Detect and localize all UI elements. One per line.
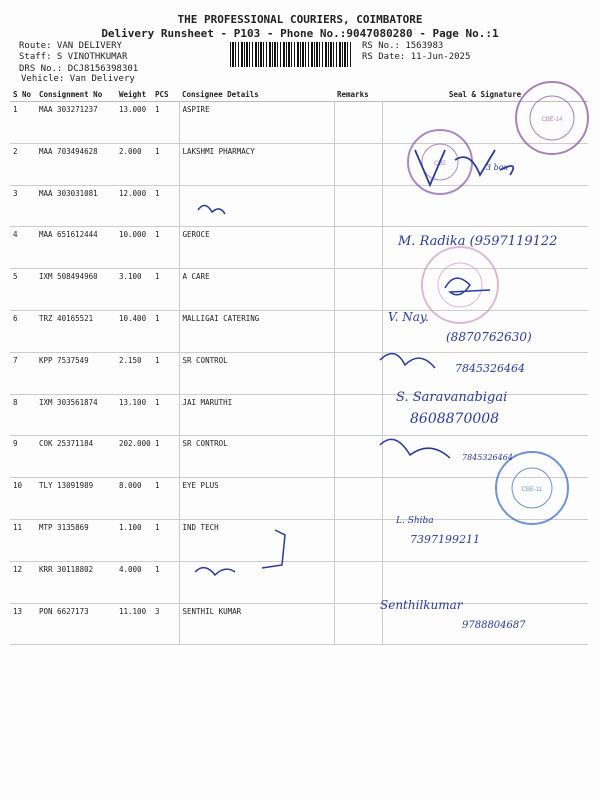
cell-cno: TRZ 40165521 bbox=[36, 310, 116, 352]
svg-text:CBE: CBE bbox=[433, 161, 447, 167]
cell-sno: 1 bbox=[10, 102, 36, 144]
cell-weight: 1.100 bbox=[116, 519, 152, 561]
cell-consignee: JAI MARUTHI bbox=[179, 394, 334, 436]
column-header: Consignment No bbox=[36, 87, 116, 102]
cell-cno: KPP 7537549 bbox=[36, 352, 116, 394]
cell-consignee: MALLIGAI CATERING bbox=[179, 310, 334, 352]
cell-weight: 12.000 bbox=[116, 185, 152, 227]
cell-pcs: 1 bbox=[152, 310, 179, 352]
handwritten-phone: 8608870008 bbox=[410, 411, 500, 427]
cell-cno: TLY 13091989 bbox=[36, 478, 116, 520]
cell-weight: 10.400 bbox=[116, 310, 152, 352]
cell-weight: 13.000 bbox=[116, 102, 152, 144]
rs-date: RS Date: 11-Jun-2025 bbox=[362, 52, 471, 62]
cell-consignee: SR CONTROL bbox=[179, 436, 334, 478]
cell-weight: 11.100 bbox=[116, 603, 152, 645]
cell-weight: 202.000 bbox=[116, 436, 152, 478]
cell-weight: 4.000 bbox=[116, 561, 152, 603]
cell-pcs: 3 bbox=[152, 603, 179, 645]
svg-text:CBE-14: CBE-14 bbox=[541, 117, 563, 123]
handwritten-name: L. Shiba bbox=[396, 516, 434, 526]
cell-sno: 6 bbox=[10, 310, 36, 352]
handwritten-phone: 7845326464 bbox=[462, 453, 513, 462]
handwritten-phone: (8870762630) bbox=[446, 330, 532, 344]
svg-text:CBE-11: CBE-11 bbox=[521, 487, 543, 493]
cell-sno: 5 bbox=[10, 269, 36, 311]
cell-weight: 13.100 bbox=[116, 394, 152, 436]
cell-weight: 3.100 bbox=[116, 269, 152, 311]
signature-icon bbox=[380, 354, 435, 368]
cell-consignee: LAKSHMI PHARMACY bbox=[179, 143, 334, 185]
signature-icon bbox=[445, 278, 490, 295]
cell-cno: COK 25371184 bbox=[36, 436, 116, 478]
handwritten-name: V. Nay. bbox=[388, 310, 429, 324]
cell-cno: KRR 30118802 bbox=[36, 561, 116, 603]
handwritten-name: M. Radika (9597119122 bbox=[398, 234, 558, 249]
cell-sno: 12 bbox=[10, 561, 36, 603]
column-header: Remarks bbox=[334, 87, 382, 102]
rs-number: RS No.: 1563983 bbox=[362, 41, 444, 51]
cell-consignee: SENTHIL KUMAR bbox=[179, 603, 334, 645]
cell-pcs: 1 bbox=[152, 227, 179, 269]
cell-pcs: 1 bbox=[152, 561, 179, 603]
cell-weight: 2.150 bbox=[116, 352, 152, 394]
column-header: PCS bbox=[152, 87, 179, 102]
cell-pcs: 1 bbox=[152, 269, 179, 311]
route-label: Route: VAN DELIVERY bbox=[19, 41, 122, 51]
runsheet-subtitle: Delivery Runsheet - P103 - Phone No.:9047080280 - Page No.:1 bbox=[101, 27, 499, 40]
cell-sno: 2 bbox=[10, 143, 36, 185]
cell-sno: 4 bbox=[10, 227, 36, 269]
staff-label: Staff: S VINOTHKUMAR bbox=[19, 52, 128, 62]
eye-plus-seal-icon bbox=[496, 452, 568, 524]
cell-pcs: 1 bbox=[152, 436, 179, 478]
company-seal-icon bbox=[516, 82, 588, 154]
cell-cno: MAA 303031081 bbox=[36, 185, 116, 227]
cell-cno: PON 6627173 bbox=[36, 603, 116, 645]
cell-pcs: 1 bbox=[152, 352, 179, 394]
handwritten-name: S. Saravanabigai bbox=[396, 390, 508, 405]
cell-sno: 3 bbox=[10, 185, 36, 227]
cell-cno: IXM 303561874 bbox=[36, 394, 116, 436]
handwritten-note: 3 box bbox=[486, 163, 509, 172]
cell-pcs: 1 bbox=[152, 185, 179, 227]
handwritten-name: Senthilkumar bbox=[380, 598, 463, 612]
cell-cno: MAA 651612444 bbox=[36, 227, 116, 269]
cell-sno: 9 bbox=[10, 436, 36, 478]
cell-sno: 8 bbox=[10, 394, 36, 436]
column-header: Seal & Signature bbox=[382, 87, 588, 102]
column-header: Consignee Details bbox=[179, 87, 334, 102]
column-header: Weight bbox=[116, 87, 152, 102]
cell-weight: 2.000 bbox=[116, 143, 152, 185]
cell-cno: MAA 303271237 bbox=[36, 102, 116, 144]
cell-cno: MTP 3135869 bbox=[36, 519, 116, 561]
cell-consignee: SR CONTROL bbox=[179, 352, 334, 394]
cell-weight: 10.000 bbox=[116, 227, 152, 269]
handwritten-phone: 9788804687 bbox=[462, 620, 526, 631]
cell-pcs: 1 bbox=[152, 394, 179, 436]
vehicle-label: Vehicle: Van Delivery bbox=[21, 74, 135, 84]
cell-sno: 7 bbox=[10, 352, 36, 394]
cell-pcs: 1 bbox=[152, 102, 179, 144]
cell-pcs: 1 bbox=[152, 519, 179, 561]
drs-number: DRS No.: DCJ8156398301 bbox=[19, 64, 139, 74]
mark-icon bbox=[195, 530, 285, 575]
signature-icon bbox=[380, 439, 450, 458]
document-title: THE PROFESSIONAL COURIERS, COIMBATORE bbox=[177, 13, 423, 26]
cell-sno: 11 bbox=[10, 519, 36, 561]
handwritten-phone: 7397199211 bbox=[410, 533, 480, 546]
cell-pcs: 1 bbox=[152, 478, 179, 520]
column-header: S No bbox=[10, 87, 36, 102]
mark-icon bbox=[198, 205, 225, 214]
cell-consignee: A CARE bbox=[179, 269, 334, 311]
cell-consignee: ASPIRE bbox=[179, 102, 334, 144]
cell-sno: 10 bbox=[10, 478, 36, 520]
cell-weight: 8.000 bbox=[116, 478, 152, 520]
a-care-seal-icon bbox=[422, 247, 498, 323]
cell-consignee: EYE PLUS bbox=[179, 478, 334, 520]
cell-pcs: 1 bbox=[152, 143, 179, 185]
cell-sno: 13 bbox=[10, 603, 36, 645]
cell-cno: IXM 508494960 bbox=[36, 269, 116, 311]
cell-cno: MAA 703494628 bbox=[36, 143, 116, 185]
cell-consignee: GEROCE bbox=[179, 227, 334, 269]
cell-consignee: IND TECH bbox=[179, 519, 334, 561]
handwritten-phone: 7845326464 bbox=[455, 362, 525, 375]
